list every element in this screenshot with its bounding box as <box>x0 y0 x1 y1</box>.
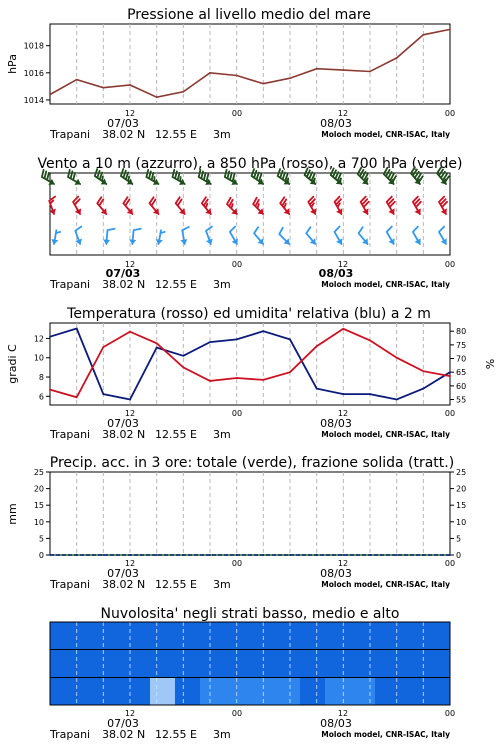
y-tick-label: 1016 <box>23 68 44 78</box>
location-name: Trapani <box>50 278 91 291</box>
pressure-ylabel: hPa <box>6 54 19 74</box>
time-tick: 12 <box>337 409 349 418</box>
cloud-cell-medio <box>150 650 176 678</box>
y-tick-label: 10 <box>33 517 44 527</box>
wind-title: Vento a 10 m (azzurro), a 850 hPa (rosso), a 700 hPa (verde) <box>37 156 463 172</box>
time-tick: 00 <box>231 109 243 118</box>
barb-700hpa <box>199 170 211 185</box>
y-tick-label: 70 <box>456 354 467 364</box>
cloud-cell-alto <box>200 622 226 650</box>
location-height: 3m <box>213 578 231 591</box>
barb-10m <box>75 227 81 244</box>
temperature-point <box>49 389 51 391</box>
humidity-point <box>236 339 238 341</box>
cloud-footer <box>49 728 450 741</box>
cloud-cell-basso <box>425 678 451 705</box>
location-lat: 38.02 N <box>102 428 146 441</box>
y-tick-label: 6 <box>38 392 44 402</box>
cloud-cell-medio <box>175 650 201 678</box>
pressure-point <box>422 34 424 36</box>
precip-point <box>342 554 344 556</box>
wind-grid <box>77 173 424 255</box>
y-tick-label: 10 <box>33 353 44 363</box>
barb-10m <box>52 230 60 244</box>
barb-850hpa <box>387 197 395 214</box>
cloud-cell-medio <box>325 650 351 678</box>
temperature-line <box>50 329 450 398</box>
humidity-yticks-right <box>450 327 466 404</box>
time-tick: 00 <box>444 409 456 418</box>
precip-yticks-left <box>34 468 50 560</box>
y-tick-label: 60 <box>456 381 467 391</box>
humidity-point <box>182 355 184 357</box>
barb-850hpa <box>361 197 369 214</box>
precip-point <box>209 554 211 556</box>
time-tick: 12 <box>124 109 136 118</box>
model-credit: Moloch model, CNR-ISAC, Italy <box>321 280 450 289</box>
time-tick: 12 <box>124 260 136 269</box>
location-height: 3m <box>213 278 231 291</box>
y-tick-label: 15 <box>33 501 44 511</box>
temperature-panel <box>6 306 496 441</box>
pressure-point <box>396 57 398 59</box>
precip-point <box>49 554 51 556</box>
date-label: 08/03 <box>320 117 352 130</box>
y-tick-label: 20 <box>456 484 467 494</box>
time-tick: 12 <box>337 559 349 568</box>
precip-time-axis <box>107 559 455 580</box>
cloud-cell-medio <box>225 650 251 678</box>
time-tick: 12 <box>337 109 349 118</box>
location-lon: 12.55 E <box>155 728 197 741</box>
barb-10m <box>359 227 368 244</box>
model-credit: Moloch model, CNR-ISAC, Italy <box>321 580 450 589</box>
cloud-cell-basso <box>75 678 101 705</box>
barb-850hpa <box>150 197 159 214</box>
temperature-points <box>49 328 451 398</box>
humidity-point <box>156 347 158 349</box>
cloud-cell-basso <box>350 678 376 705</box>
location-lon: 12.55 E <box>155 278 197 291</box>
cloud-cell-alto <box>175 622 201 650</box>
cloud-cell-alto <box>350 622 376 650</box>
precip-panel <box>6 455 466 591</box>
time-tick: 00 <box>444 260 456 269</box>
barb-10m-head <box>181 240 187 244</box>
cloud-cell-alto <box>325 622 351 650</box>
humidity-point <box>76 328 78 330</box>
precip-point <box>236 554 238 556</box>
humidity-point <box>422 388 424 390</box>
barb-10m-head <box>52 240 58 244</box>
cloud-cell-alto <box>425 622 451 650</box>
pressure-point <box>369 71 371 73</box>
cloud-cell-alto <box>150 622 176 650</box>
cloud-cell-basso <box>275 678 301 705</box>
barb-700hpa <box>146 170 158 185</box>
pressure-point <box>182 91 184 93</box>
temperature-title: Temperatura (rosso) ed umidita' relativa (blu) a 2 m <box>67 306 431 322</box>
barb-10m-head <box>207 239 212 244</box>
y-tick-label: 8 <box>38 373 44 383</box>
pressure-point <box>449 29 451 31</box>
location-name: Trapani <box>50 428 91 441</box>
location-name: Trapani <box>50 128 91 141</box>
humidity-points <box>49 328 451 401</box>
location-lon: 12.55 E <box>155 128 197 141</box>
date-label: 07/03 <box>107 717 139 730</box>
barb-850hpa <box>73 197 81 214</box>
precip-frame <box>50 472 450 555</box>
cloud-cell-basso <box>300 678 326 705</box>
cloud-cell-alto <box>50 622 76 650</box>
barb-10m <box>439 227 446 244</box>
barb-850hpa <box>413 197 421 214</box>
pressure-point <box>129 84 131 86</box>
cloud-cell-basso <box>325 678 351 705</box>
time-tick: 00 <box>444 709 456 718</box>
pressure-point <box>209 72 211 74</box>
time-tick: 12 <box>337 709 349 718</box>
time-tick: 12 <box>124 409 136 418</box>
cloud-cell-medio <box>300 650 326 678</box>
model-credit: Moloch model, CNR-ISAC, Italy <box>321 130 450 139</box>
y-tick-label: 10 <box>456 517 467 527</box>
precip-title: Precip. acc. in 3 ore: totale (verde), frazione solida (tratt.) <box>49 455 455 471</box>
pressure-yticks <box>24 42 50 105</box>
pressure-point <box>262 83 264 85</box>
location-height: 3m <box>213 428 231 441</box>
humidity-point <box>342 393 344 395</box>
precip-point <box>289 554 291 556</box>
precip-point <box>422 554 424 556</box>
pressure-point <box>316 68 318 70</box>
precip-point <box>129 554 131 556</box>
pressure-point <box>289 77 291 79</box>
time-tick: 12 <box>337 260 349 269</box>
y-tick-label: 25 <box>456 468 467 477</box>
temperature-point <box>209 380 211 382</box>
barb-700hpa <box>225 170 237 185</box>
barb-850hpa <box>227 198 237 214</box>
y-tick-label: 75 <box>456 340 467 350</box>
humidity-point <box>102 393 104 395</box>
precip-point <box>102 554 104 556</box>
humidity-line <box>50 329 450 400</box>
cloud-cell-basso <box>200 678 226 705</box>
time-tick: 00 <box>231 709 243 718</box>
barb-10m <box>181 227 189 244</box>
date-label: 07/03 <box>107 117 139 130</box>
location-name: Trapani <box>50 728 91 741</box>
barb-700hpa <box>68 170 80 185</box>
cloud-cell-medio <box>400 650 426 678</box>
y-tick-label: 20 <box>33 484 44 494</box>
pressure-point <box>342 69 344 71</box>
temperature-point <box>76 396 78 398</box>
barb-10m-head <box>157 240 163 244</box>
precip-footer <box>49 578 450 591</box>
location-lat: 38.02 N <box>102 128 146 141</box>
barb-700hpa <box>173 170 185 185</box>
barb-10m <box>387 227 395 244</box>
y-tick-label: 80 <box>456 327 467 337</box>
barb-10m <box>279 228 289 244</box>
barb-10m <box>157 230 165 244</box>
date-label: 08/03 <box>318 267 354 280</box>
barb-850hpa-head <box>50 209 55 214</box>
cloud-panel <box>49 606 455 741</box>
temperature-point <box>236 377 238 379</box>
time-tick: 00 <box>231 260 243 269</box>
cloud-cell-medio <box>50 650 76 678</box>
pressure-frame <box>50 24 450 104</box>
precip-point <box>396 554 398 556</box>
precip-point <box>449 554 451 556</box>
time-tick: 12 <box>124 559 136 568</box>
y-tick-label: 1018 <box>23 41 44 51</box>
temperature-point <box>422 370 424 372</box>
pressure-point <box>102 87 104 89</box>
pressure-title: Pressione al livello medio del mare <box>127 7 371 23</box>
pressure-point <box>156 96 158 98</box>
barb-10m <box>130 229 141 244</box>
barb-850hpa <box>123 197 132 214</box>
cloud-cell-medio <box>350 650 376 678</box>
cloud-title: Nuvolosita' negli strati basso, medio e alto <box>100 606 400 622</box>
cloud-time-axis <box>107 709 455 730</box>
y-tick-label: 1014 <box>23 95 44 105</box>
temperature-point <box>396 357 398 359</box>
precip-point <box>156 554 158 556</box>
date-label: 08/03 <box>320 567 352 580</box>
cloud-cell-basso <box>175 678 201 705</box>
y-tick-label: 0 <box>456 551 462 560</box>
location-lat: 38.02 N <box>102 578 146 591</box>
barb-850hpa <box>335 197 342 214</box>
date-label: 07/03 <box>105 267 141 280</box>
cloud-cell-alto <box>400 622 426 650</box>
model-credit: Moloch model, CNR-ISAC, Italy <box>321 730 450 739</box>
humidity-point <box>369 393 371 395</box>
barb-850hpa <box>49 197 55 214</box>
cloud-cell-basso <box>400 678 426 705</box>
barb-850hpa <box>176 197 185 214</box>
time-tick: 00 <box>444 109 456 118</box>
cloud-cell-basso <box>150 678 176 705</box>
humidity-point <box>129 399 131 401</box>
precip-grid <box>77 472 424 555</box>
location-height: 3m <box>213 128 231 141</box>
barb-10m <box>104 229 115 244</box>
cloud-cell-medio <box>275 650 301 678</box>
y-tick-label: 15 <box>456 501 467 511</box>
cloud-cell-alto <box>75 622 101 650</box>
location-height: 3m <box>213 728 231 741</box>
date-label: 08/03 <box>320 417 352 430</box>
precip-point <box>76 554 78 556</box>
barb-850hpa <box>253 198 263 214</box>
cloud-cell-medio <box>425 650 451 678</box>
barb-10m <box>335 227 342 244</box>
cloud-cell-alto <box>225 622 251 650</box>
temperature-point <box>182 366 184 368</box>
y-tick-label: 12 <box>33 334 44 344</box>
humidity-point <box>316 388 318 390</box>
y-tick-label: 0 <box>38 551 44 560</box>
humidity-point <box>289 339 291 341</box>
barb-10m <box>254 227 263 244</box>
pressure-footer <box>49 128 450 141</box>
model-credit: Moloch model, CNR-ISAC, Italy <box>321 430 450 439</box>
barb-850hpa <box>439 197 447 214</box>
precip-yticks-right <box>450 468 466 560</box>
y-tick-label: 5 <box>456 534 462 544</box>
cloud-cell-basso <box>225 678 251 705</box>
y-tick-label: 5 <box>38 534 44 544</box>
pressure-line <box>50 29 450 97</box>
temperature-yticks-left <box>34 334 50 401</box>
cloud-cell-basso <box>50 678 76 705</box>
precip-point <box>316 554 318 556</box>
cloud-cell-medio <box>125 650 151 678</box>
location-lon: 12.55 E <box>155 578 197 591</box>
location-name: Trapani <box>50 578 91 591</box>
temperature-point <box>369 339 371 341</box>
pressure-point <box>76 79 78 81</box>
time-tick: 00 <box>231 559 243 568</box>
date-label: 07/03 <box>107 567 139 580</box>
y-tick-label: 55 <box>456 395 467 405</box>
cloud-cell-alto <box>275 622 301 650</box>
temperature-point <box>449 375 451 377</box>
time-tick: 00 <box>444 559 456 568</box>
barb-850hpa <box>202 197 211 214</box>
wind-frame <box>50 173 450 255</box>
cloud-cell-alto <box>125 622 151 650</box>
temperature-point <box>129 331 131 333</box>
temperature-point <box>316 345 318 347</box>
barb-10m <box>306 227 315 244</box>
temperature-point <box>289 371 291 373</box>
cloud-cell-alto <box>250 622 276 650</box>
cloud-cell-alto <box>300 622 326 650</box>
cloud-cell-medio <box>250 650 276 678</box>
temperature-point <box>102 346 104 348</box>
pressure-point <box>49 94 51 96</box>
pressure-time-axis <box>107 109 455 130</box>
barb-10m <box>413 227 420 244</box>
temperature-time-axis <box>107 409 455 430</box>
humidity-point <box>209 341 211 343</box>
pressure-point <box>236 75 238 77</box>
cloud-cell-basso <box>125 678 151 705</box>
y-tick-label: 25 <box>33 468 44 477</box>
temperature-ylabel: gradi C <box>6 344 19 384</box>
humidity-point <box>49 336 51 338</box>
precip-point <box>262 554 264 556</box>
location-lat: 38.02 N <box>102 728 146 741</box>
precip-point <box>182 554 184 556</box>
humidity-point <box>262 330 264 332</box>
barb-10m-head <box>130 240 136 244</box>
wind-time-axis <box>106 260 455 280</box>
barb-10m-head <box>104 240 110 244</box>
pressure-panel <box>6 7 455 141</box>
humidity-point <box>449 371 451 373</box>
temperature-footer <box>49 428 450 441</box>
precip-point <box>369 554 371 556</box>
barb-850hpa <box>97 197 106 214</box>
barb-850hpa <box>280 197 289 214</box>
humidity-point <box>396 399 398 401</box>
y-tick-label: 65 <box>456 368 467 378</box>
cloud-cell-medio <box>200 650 226 678</box>
temperature-point <box>156 342 158 344</box>
barb-850hpa <box>308 197 316 214</box>
temperature-point <box>262 379 264 381</box>
cloud-cells <box>50 622 451 705</box>
precip-ylabel: mm <box>6 503 19 525</box>
date-label: 08/03 <box>320 717 352 730</box>
barb-700hpa <box>42 170 54 185</box>
temperature-point <box>342 328 344 330</box>
wind-footer <box>49 278 450 291</box>
pressure-grid <box>77 24 424 104</box>
barb-10m <box>206 227 212 244</box>
time-tick: 12 <box>124 709 136 718</box>
cloud-cell-basso <box>250 678 276 705</box>
humidity-ylabel: % <box>483 358 496 370</box>
wind-panel <box>37 156 462 291</box>
time-tick: 00 <box>231 409 243 418</box>
date-label: 07/03 <box>107 417 139 430</box>
cloud-cell-medio <box>75 650 101 678</box>
location-lon: 12.55 E <box>155 428 197 441</box>
location-lat: 38.02 N <box>102 278 146 291</box>
